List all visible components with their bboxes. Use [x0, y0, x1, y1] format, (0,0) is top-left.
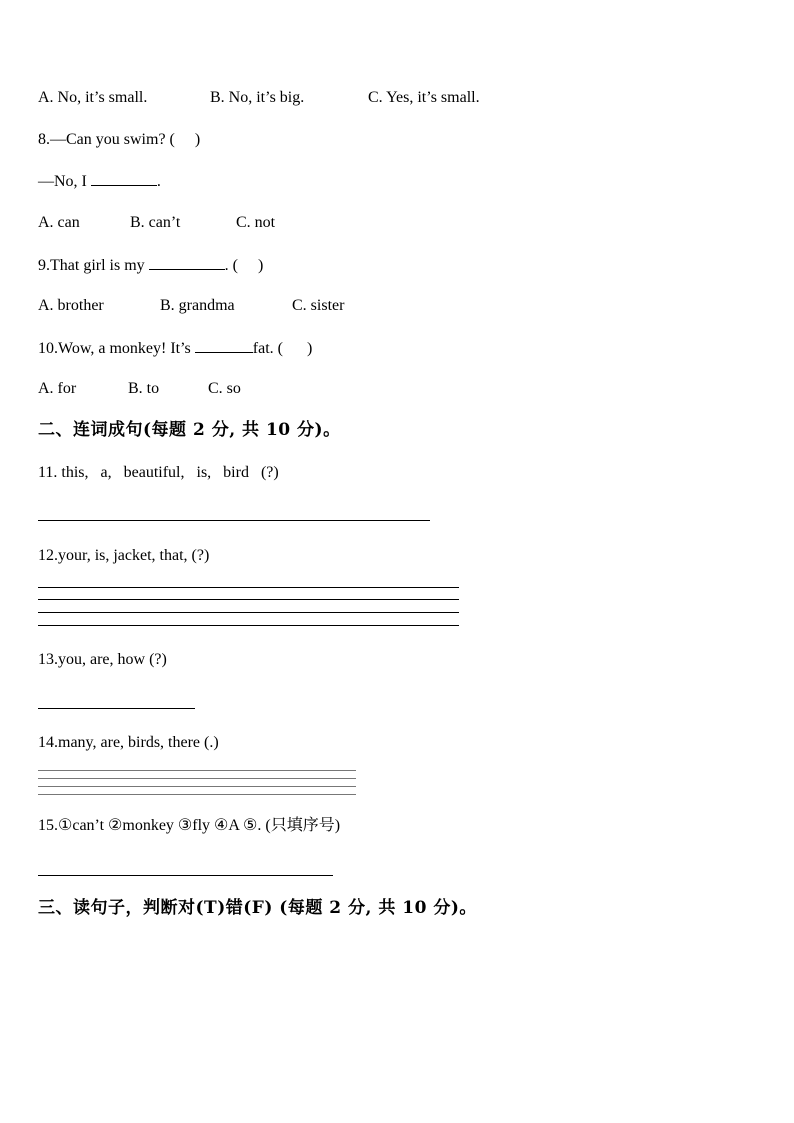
q12-answer-line-4[interactable] — [38, 625, 459, 626]
q12-answer-line-1[interactable] — [38, 587, 459, 588]
q8-answer-prefix: —No, I — [38, 173, 91, 190]
q7-option-b: B. No, it’s big. — [210, 89, 305, 106]
q10-option-b: B. to — [128, 380, 160, 397]
section-3-heading: 三、读句子，判断对(T)错(F) (每题 2 分, 共 10 分)。 — [38, 898, 477, 918]
q10-answer-blank[interactable] — [195, 338, 253, 353]
q11-answer-line[interactable] — [38, 520, 430, 521]
q9-question — [38, 255, 263, 276]
q10-question-suffix: fat. ( ) — [252, 340, 313, 357]
q10-question-prefix: 10.Wow, a monkey! It’s — [38, 340, 195, 357]
q12-prompt: 12.your, is, jacket, that, (?) — [38, 547, 210, 564]
q8-answer-suffix: . — [156, 173, 161, 190]
q15-prompt: 15.①can’t ②monkey ③fly ④A ⑤. (只填序号) — [38, 817, 341, 834]
q9-answer-blank[interactable] — [149, 255, 225, 270]
q10-option-a: A. for — [38, 380, 77, 397]
q9-option-b: B. grandma — [160, 297, 235, 314]
q8-option-a: A. can — [38, 214, 80, 231]
q7-option-a: A. No, it’s small. — [38, 89, 148, 106]
q8-option-b: B. can’t — [130, 214, 181, 231]
section-2-heading: 二、连词成句(每题 2 分, 共 10 分)。 — [38, 420, 341, 440]
q14-answer-line-3[interactable] — [38, 786, 356, 787]
q9-question-suffix: . ( ) — [224, 257, 264, 274]
q14-answer-line-2[interactable] — [38, 778, 356, 779]
q8-answer-line — [38, 171, 161, 192]
q8-question: 8.—Can you swim? ( ) — [38, 131, 201, 148]
q9-question-prefix: 9.That girl is my — [38, 257, 149, 274]
q8-answer-blank[interactable] — [91, 171, 157, 186]
q13-prompt: 13.you, are, how (?) — [38, 651, 167, 668]
q12-answer-line-2[interactable] — [38, 599, 459, 600]
q14-answer-line-1[interactable] — [38, 770, 356, 771]
q9-option-a: A. brother — [38, 297, 104, 314]
q10-question — [38, 338, 312, 359]
q15-answer-line[interactable] — [38, 875, 333, 876]
q9-option-c: C. sister — [292, 297, 345, 314]
q14-answer-line-4[interactable] — [38, 794, 356, 795]
q7-option-c: C. Yes, it’s small. — [368, 89, 480, 106]
q8-option-c: C. not — [236, 214, 276, 231]
q10-option-c: C. so — [208, 380, 241, 397]
q11-prompt: 11. this, a, beautiful, is, bird (?) — [38, 464, 279, 481]
q13-answer-line[interactable] — [38, 708, 195, 709]
q14-prompt: 14.many, are, birds, there (.) — [38, 734, 219, 751]
q12-answer-line-3[interactable] — [38, 612, 459, 613]
